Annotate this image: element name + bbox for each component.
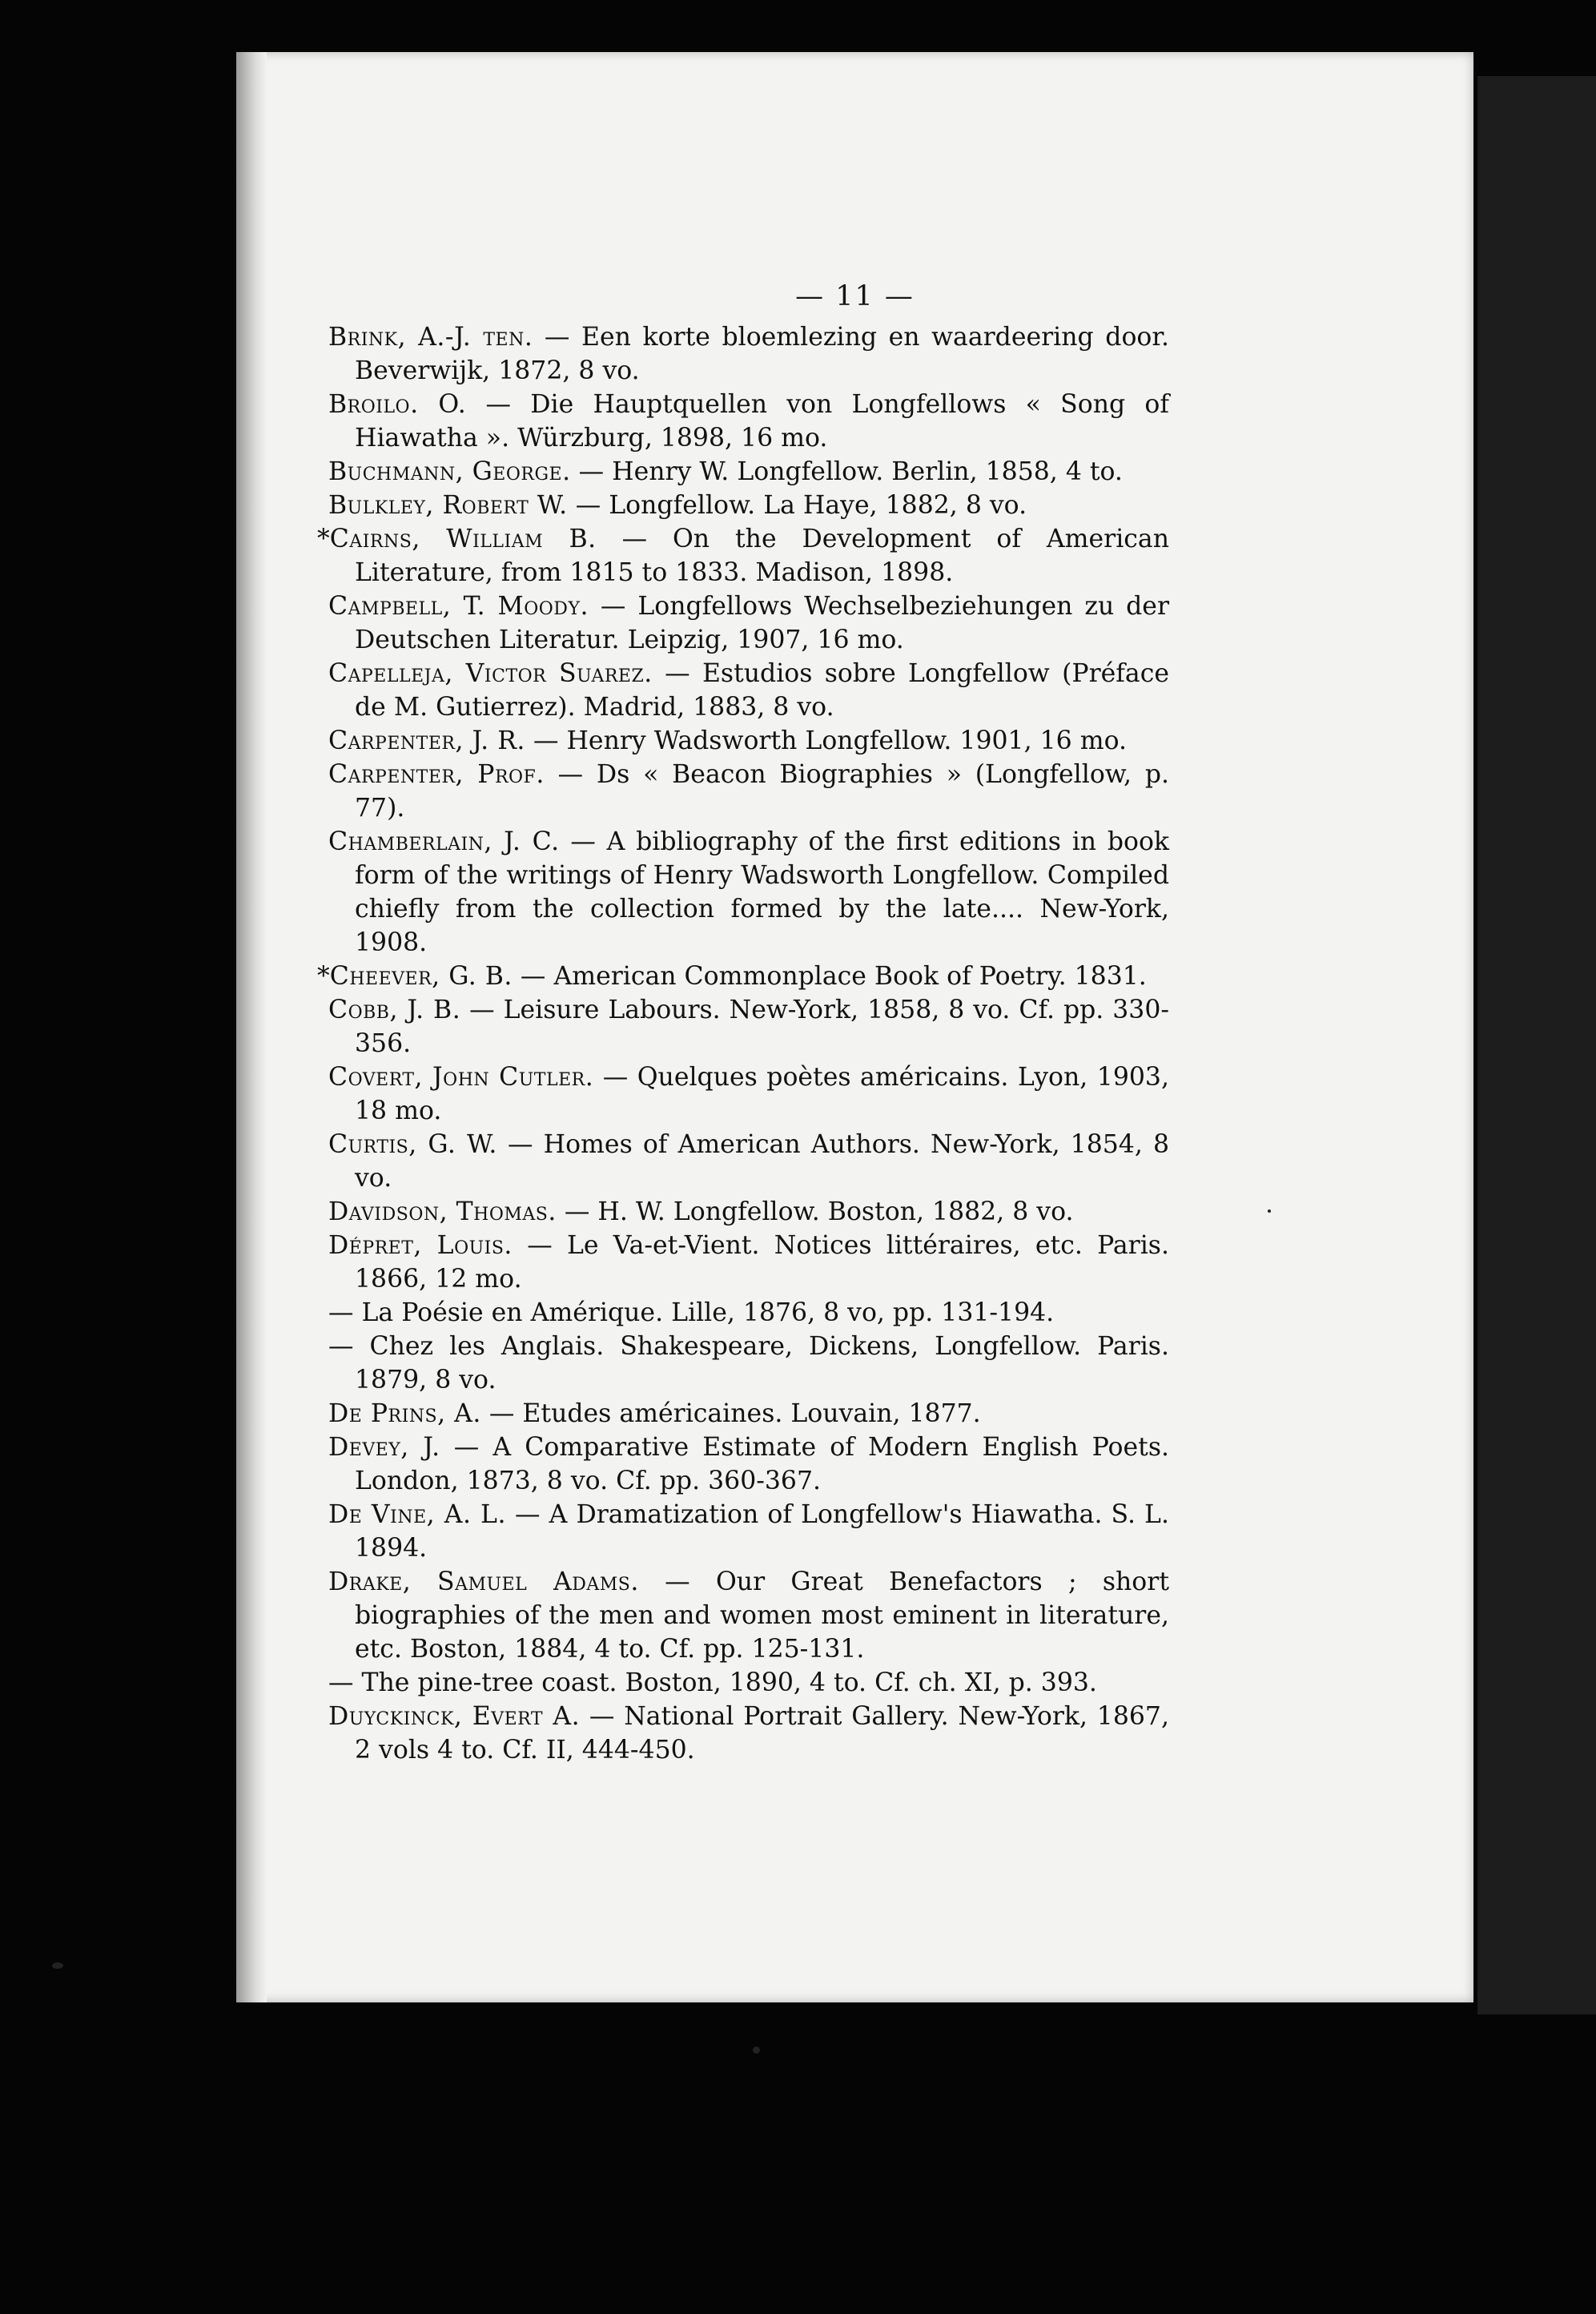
entry-text: — La Poésie en Amérique. Lille, 1876, 8 vo, pp. 131-194. [328,1298,1055,1327]
bibliography-entry [328,1700,1169,1767]
page-number: — 11 — [795,280,915,312]
entry-author: Cheever, G. B. [329,962,513,991]
entry-marker: * [317,525,330,553]
bibliography-entry [328,993,1169,1060]
entry-text: — A Comparative Estimate of Modern English Poets. London, 1873, 8 vo. Cf. pp. 360-367. [355,1433,1169,1495]
entry-text: — H. W. Longfellow. Boston, 1882, 8 vo. [556,1197,1074,1226]
entry-author: De Vine, A. L. [328,1500,506,1529]
entry-text: — Longfellow. La Haye, 1882, 8 vo. [567,491,1027,520]
entry-text: — Leisure Labours. New-York, 1858, 8 vo. Cf. pp. 330-356. [355,996,1169,1058]
entry-text: — Longfellows Wechselbeziehungen zu der Deutschen Literatur. Leipzig, 1907, 16 mo. [355,592,1169,654]
bibliography-entry [328,758,1169,825]
dust-speck [1268,1209,1271,1213]
bibliography-entry [328,1498,1169,1565]
entry-author: Buchmann, George. [328,457,571,486]
entry-author: Davidson, Thomas. [328,1197,557,1226]
bibliography-entry [317,960,1169,993]
bibliography-entry [328,1431,1169,1498]
bibliography-entry [328,825,1169,960]
dust-speck [52,1962,63,1969]
entry-author: Devey, J. [328,1433,440,1462]
entry-text: — Henry Wadsworth Longfellow. 1901, 16 mo. [525,726,1128,755]
entry-text: — Quelques poètes américains. Lyon, 1903, 18 mo. [355,1063,1169,1125]
entry-marker: * [317,962,330,991]
entry-text: — A Dramatization of Longfellow's Hiawatha. S. L. 1894. [355,1500,1169,1563]
entry-text: — Etudes américaines. Louvain, 1877. [480,1399,981,1428]
entry-text: — Henry W. Longfellow. Berlin, 1858, 4 to. [570,457,1123,486]
bibliography-entry [328,1060,1169,1128]
entry-author: Carpenter, J. R. [328,726,525,755]
entry-author: Brink, A.-J. ten. [328,323,533,352]
entry-author: Chamberlain, J. C. [328,827,560,856]
entry-author: Campbell, T. Moody. [328,592,589,621]
bibliography-list [317,320,1170,1767]
bibliography-entry [328,1128,1169,1195]
entry-author: Dépret, Louis. [328,1231,513,1260]
entry-author: Cobb, J. B. [328,996,461,1024]
entry-text: — National Portrait Gallery. New-York, 1867, 2 vols 4 to. Cf. II, 444-450. [355,1702,1169,1765]
entry-author: Broilo. O. [328,390,467,419]
bibliography-entry [317,522,1170,590]
bibliography-entry [328,590,1169,657]
entry-text: — Homes of American Authors. New-York, 1854, 8 vo. [355,1130,1170,1193]
bibliography-entry [328,1565,1169,1666]
entry-author: Drake, Samuel Adams. [328,1567,639,1596]
bibliography-entry [328,1666,1169,1700]
dust-speck [753,2046,760,2054]
bibliography-entry [328,489,1169,522]
entry-author: Curtis, G. W. [328,1130,497,1159]
bibliography-entry [328,1296,1169,1330]
page-gutter-edge [236,52,267,2002]
bibliography-entry [328,320,1169,388]
entry-author: Duyckinck, Evert A. [328,1702,581,1731]
entry-author: Cairns, William B. [329,525,597,553]
scan-backing-strip [1477,76,1596,2014]
entry-text: — On the Development of American Literature, from 1815 to 1833. Madison, 1898. [355,525,1170,587]
bibliography-entry [328,724,1169,758]
entry-author: Carpenter, Prof. [328,760,545,789]
entry-text: — Le Va-et-Vient. Notices littéraires, etc. Paris. 1866, 12 mo. [355,1231,1169,1294]
bibliography-entry [328,1229,1169,1296]
bibliography-entry [328,1397,1169,1431]
bibliography-entry [328,1330,1169,1397]
entry-text: — Een korte bloemlezing en waardeering door. Beverwijk, 1872, 8 vo. [355,323,1169,385]
entry-text: — Our Great Benefactors ; short biographies of the men and women most eminent in literature, etc. Boston, 1884, 4 to. Cf. pp. 125-131. [355,1567,1169,1664]
bibliography-entry [328,657,1169,724]
entry-text: — Die Hauptquellen von Longfellows « Song of Hiawatha ». Würzburg, 1898, 16 mo. [355,390,1169,453]
entry-text: — A bibliography of the first editions in book form of the writings of Henry Wadsworth Longfellow. Compiled chiefly from the collection formed by the late.... New-York, 1908. [355,827,1170,957]
entry-author: Covert, John Cutler. [328,1063,594,1092]
entry-author: De Prins, A. [328,1399,481,1428]
entry-text: — Estudios sobre Longfellow (Préface de M. Gutierrez). Madrid, 1883, 8 vo. [355,659,1169,722]
bibliography-entry [328,388,1169,455]
entry-text: — Ds « Beacon Biographies » (Longfellow, p. 77). [355,760,1169,823]
bibliography-entry [328,1195,1169,1229]
entry-author: Capelleja, Victor Suarez. [328,659,653,688]
entry-text: — American Commonplace Book of Poetry. 1831. [512,962,1147,991]
entry-text: — Chez les Anglais. Shakespeare, Dickens, Longfellow. Paris. 1879, 8 vo. [328,1332,1169,1394]
entry-author: Bulkley, Robert W. [328,491,568,520]
entry-text: — The pine-tree coast. Boston, 1890, 4 to. Cf. ch. XI, p. 393. [328,1668,1097,1697]
bibliography-entry [328,455,1169,489]
